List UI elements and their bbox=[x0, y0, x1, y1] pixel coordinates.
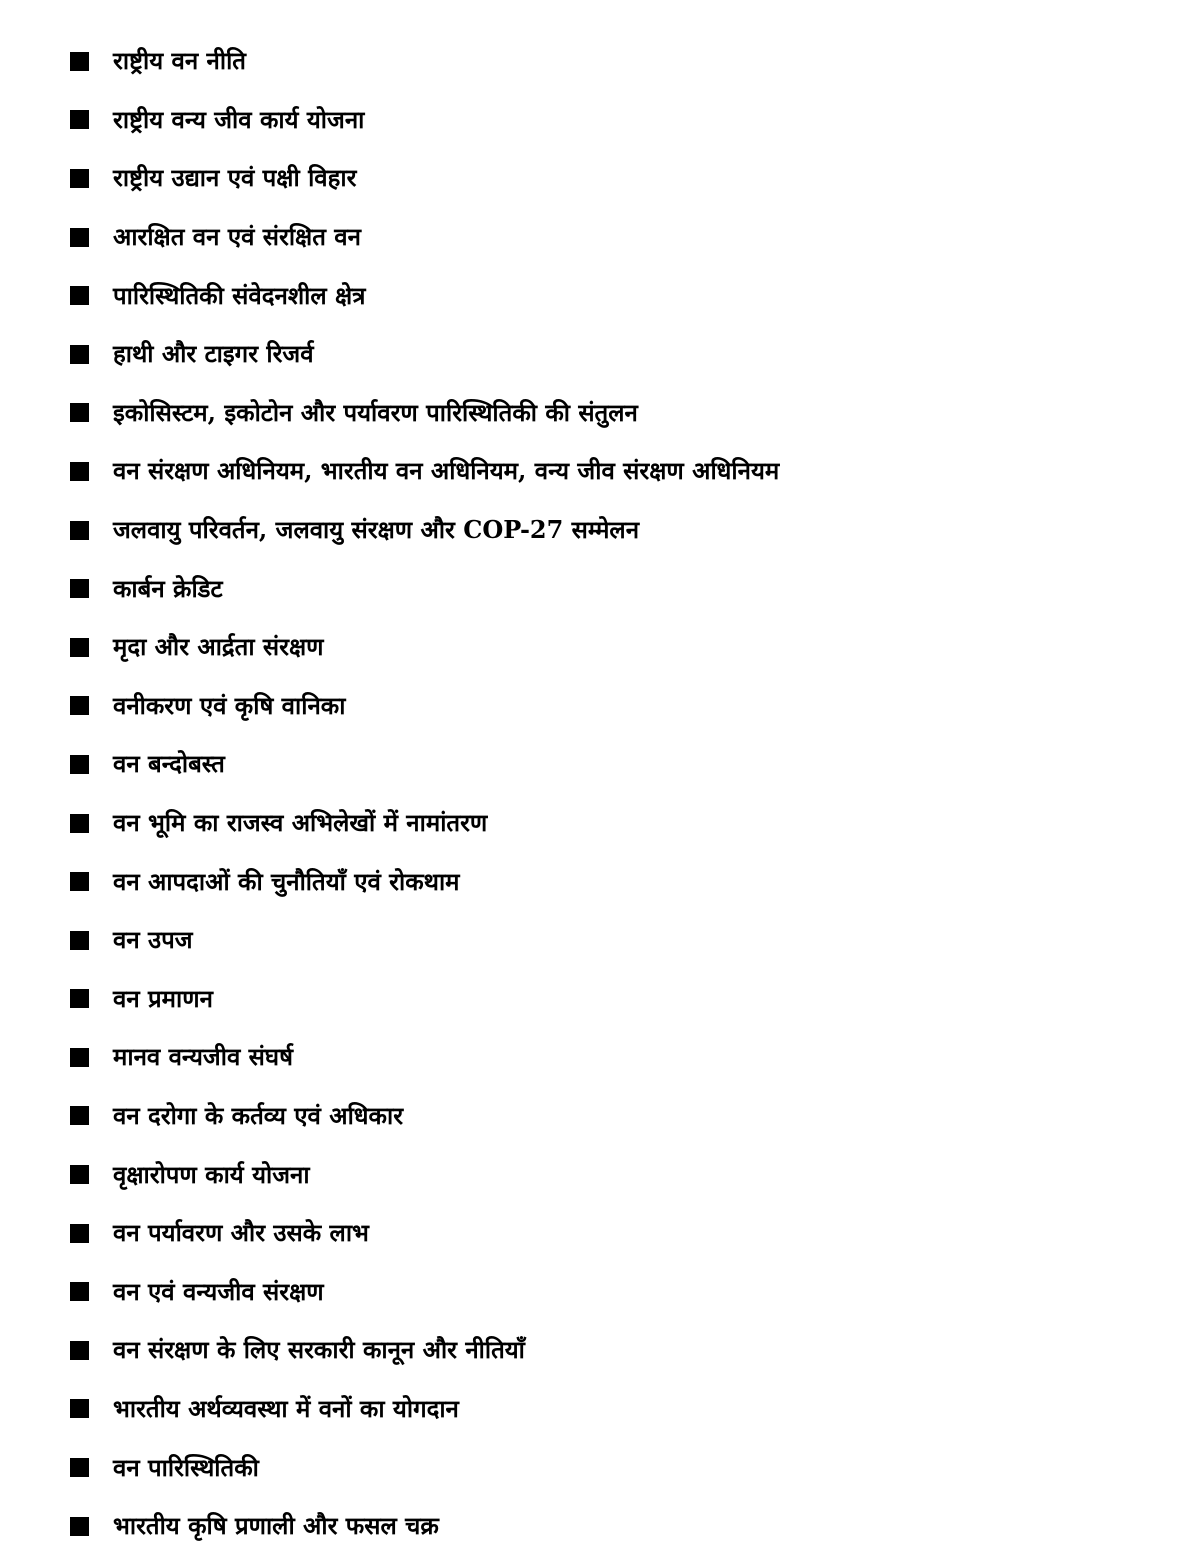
square-bullet-icon bbox=[70, 345, 89, 364]
square-bullet-icon bbox=[70, 1517, 89, 1536]
square-bullet-icon bbox=[70, 814, 89, 833]
square-bullet-icon bbox=[70, 1224, 89, 1243]
topic-text: वनीकरण एवं कृषि वानिका bbox=[113, 690, 346, 720]
topic-text: भारतीय अर्थव्यवस्था में वनों का योगदान bbox=[113, 1393, 459, 1423]
topic-text: वन आपदाओं की चुनौतियाँ एवं रोकथाम bbox=[113, 866, 460, 896]
list-item bbox=[0, 442, 1179, 501]
list-item bbox=[0, 1321, 1179, 1380]
topic-text: भारतीय कृषि प्रणाली और फसल चक्र bbox=[113, 1511, 439, 1541]
topic-text: पारिस्थितिकी संवेदनशील क्षेत्र bbox=[113, 280, 366, 310]
square-bullet-icon bbox=[70, 1106, 89, 1125]
topic-text: वन भूमि का राजस्व अभिलेखों में नामांतरण bbox=[113, 808, 488, 838]
list-item bbox=[0, 1438, 1179, 1497]
topic-text: जलवायु परिवर्तन, जलवायु संरक्षण और COP-27 सम्मेलन bbox=[113, 515, 640, 545]
square-bullet-icon bbox=[70, 579, 89, 598]
list-item bbox=[0, 559, 1179, 618]
topic-text: वन बन्दोबस्त bbox=[113, 749, 225, 779]
square-bullet-icon bbox=[70, 1458, 89, 1477]
topic-text: वन संरक्षण अधिनियम, भारतीय वन अधिनियम, वन्य जीव संरक्षण अधिनियम bbox=[113, 456, 780, 486]
topic-list bbox=[0, 32, 1179, 1555]
list-item bbox=[0, 32, 1179, 91]
square-bullet-icon bbox=[70, 1341, 89, 1360]
list-item bbox=[0, 794, 1179, 853]
square-bullet-icon bbox=[70, 462, 89, 481]
topic-text: वन पर्यावरण और उसके लाभ bbox=[113, 1218, 369, 1248]
topic-text: कार्बन क्रेडिट bbox=[113, 573, 223, 603]
list-item bbox=[0, 1262, 1179, 1321]
topic-text: इकोसिस्टम, इकोटोन और पर्यावरण पारिस्थितिकी की संतुलन bbox=[113, 397, 638, 427]
square-bullet-icon bbox=[70, 989, 89, 1008]
square-bullet-icon bbox=[70, 521, 89, 540]
topic-text: राष्ट्रीय उद्यान एवं पक्षी विहार bbox=[113, 163, 357, 193]
square-bullet-icon bbox=[70, 638, 89, 657]
square-bullet-icon bbox=[70, 110, 89, 129]
list-item bbox=[0, 677, 1179, 736]
list-item bbox=[0, 149, 1179, 208]
list-item bbox=[0, 501, 1179, 560]
square-bullet-icon bbox=[70, 228, 89, 247]
list-item bbox=[0, 1145, 1179, 1204]
square-bullet-icon bbox=[70, 696, 89, 715]
square-bullet-icon bbox=[70, 1282, 89, 1301]
topic-text: मानव वन्यजीव संघर्ष bbox=[113, 1042, 293, 1072]
square-bullet-icon bbox=[70, 1165, 89, 1184]
square-bullet-icon bbox=[70, 1048, 89, 1067]
topic-text: वन प्रमाणन bbox=[113, 983, 213, 1013]
list-item bbox=[0, 325, 1179, 384]
topic-text: वन उपज bbox=[113, 925, 193, 955]
list-item bbox=[0, 1380, 1179, 1439]
list-item bbox=[0, 618, 1179, 677]
square-bullet-icon bbox=[70, 52, 89, 71]
list-item bbox=[0, 735, 1179, 794]
list-item bbox=[0, 852, 1179, 911]
topic-text: राष्ट्रीय वन नीति bbox=[113, 46, 246, 76]
square-bullet-icon bbox=[70, 403, 89, 422]
square-bullet-icon bbox=[70, 931, 89, 950]
list-item bbox=[0, 91, 1179, 150]
topic-text: वन संरक्षण के लिए सरकारी कानून और नीतियाँ bbox=[113, 1335, 525, 1365]
list-item bbox=[0, 911, 1179, 970]
topic-text: वन दरोगा के कर्तव्य एवं अधिकार bbox=[113, 1100, 404, 1130]
square-bullet-icon bbox=[70, 755, 89, 774]
topic-text: वन पारिस्थितिकी bbox=[113, 1452, 259, 1482]
topic-text: आरक्षित वन एवं संरक्षित वन bbox=[113, 222, 361, 252]
square-bullet-icon bbox=[70, 1399, 89, 1418]
topic-text: वन एवं वन्यजीव संरक्षण bbox=[113, 1276, 324, 1306]
square-bullet-icon bbox=[70, 872, 89, 891]
list-item bbox=[0, 1497, 1179, 1556]
list-item bbox=[0, 384, 1179, 443]
list-item bbox=[0, 970, 1179, 1029]
list-item bbox=[0, 1028, 1179, 1087]
list-item bbox=[0, 208, 1179, 267]
square-bullet-icon bbox=[70, 169, 89, 188]
list-item bbox=[0, 1087, 1179, 1146]
topic-text: राष्ट्रीय वन्य जीव कार्य योजना bbox=[113, 104, 365, 134]
list-item bbox=[0, 266, 1179, 325]
topic-text: हाथी और टाइगर रिजर्व bbox=[113, 339, 314, 369]
square-bullet-icon bbox=[70, 286, 89, 305]
topic-text: मृदा और आर्द्रता संरक्षण bbox=[113, 632, 324, 662]
topic-text: वृक्षारोपण कार्य योजना bbox=[113, 1159, 310, 1189]
list-item bbox=[0, 1204, 1179, 1263]
